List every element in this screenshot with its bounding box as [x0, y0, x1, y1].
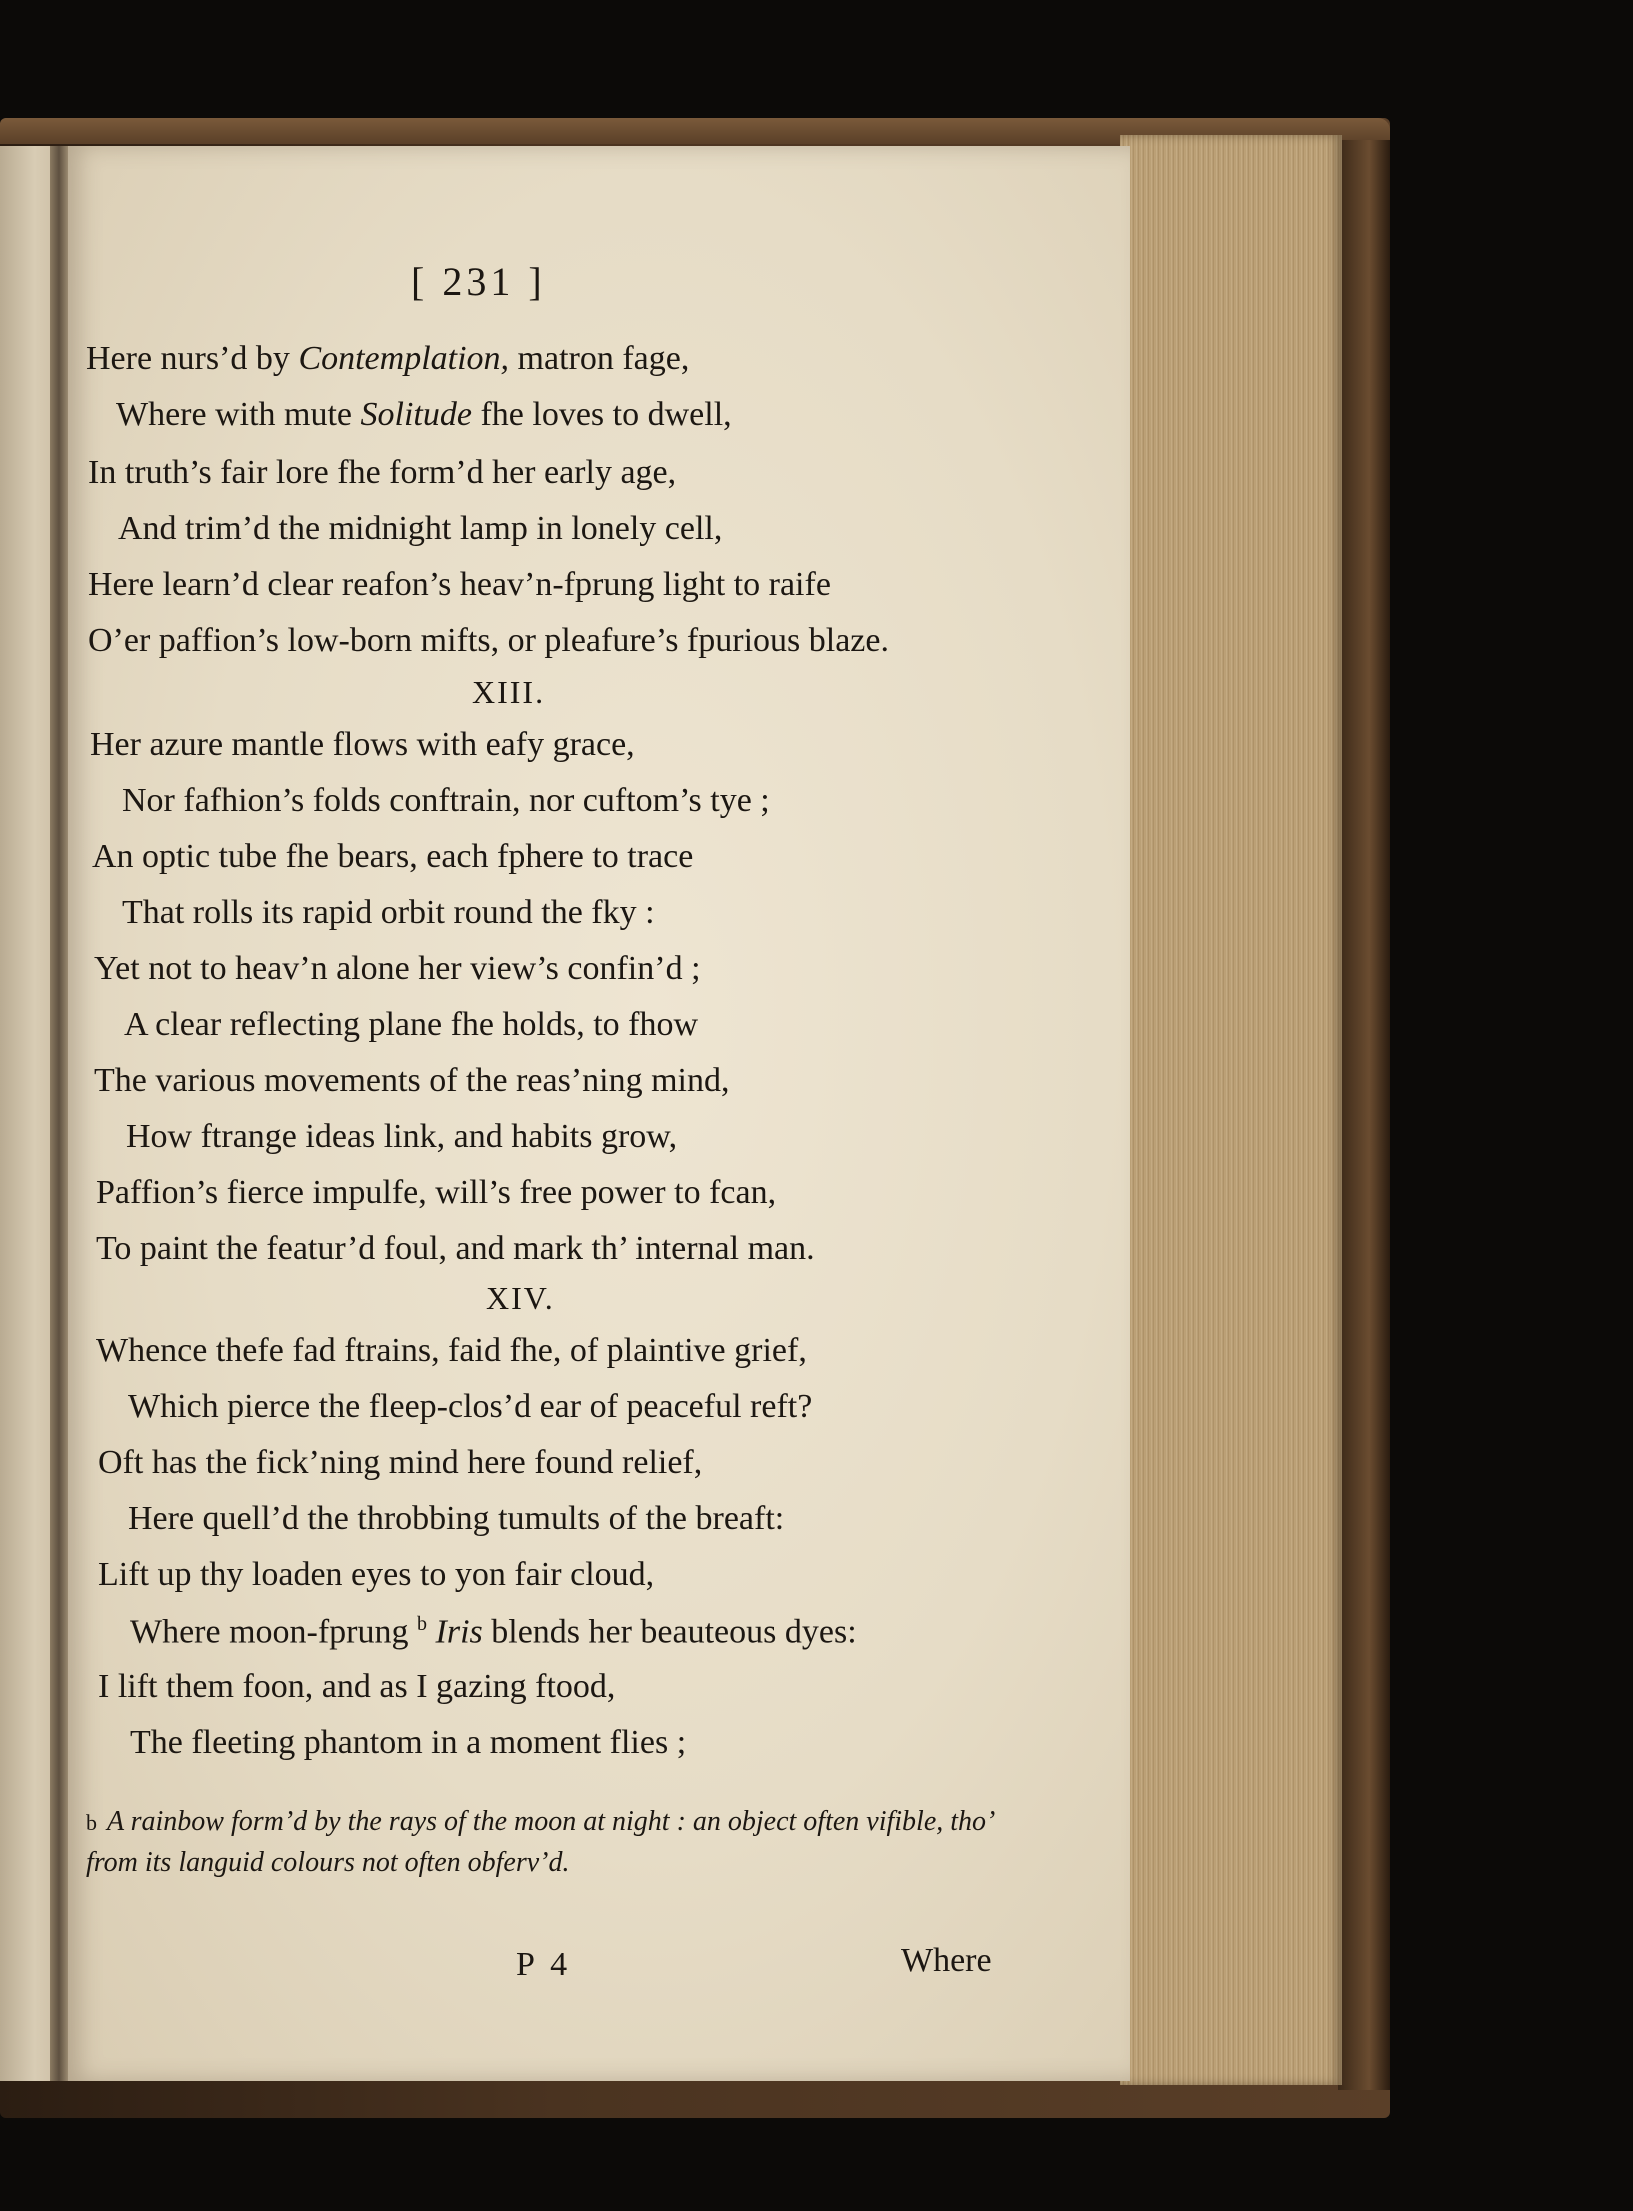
poem-line: Nor fafhion’s folds conftrain, nor cuftom’s tye ;: [122, 782, 770, 819]
poem-line: [130, 1614, 857, 1649]
line-text: Where moon-fprung: [130, 1613, 418, 1651]
page-fore-edges: [1120, 135, 1342, 2085]
poem-line: I lift them foon, and as I gazing ftood,: [98, 1668, 616, 1705]
poem-line: Which pierce the fleep-clos’d ear of peaceful reft?: [128, 1388, 813, 1425]
poem-line: The various movements of the reas’ning mind,: [94, 1062, 730, 1099]
poem-line: Paffion’s fierce impulfe, will’s free power to fcan,: [96, 1174, 777, 1211]
page-number: [ 231 ]: [411, 259, 546, 304]
book-page: [66, 146, 1130, 2081]
italic-name: Solitude: [360, 396, 472, 433]
poem-line: To paint the featur’d foul, and mark th’ internal man.: [96, 1230, 815, 1267]
poem-line: O’er paffion’s low-born mifts, or pleafure’s fpurious blaze.: [88, 622, 889, 659]
line-text: fhe loves to dwell,: [471, 396, 732, 433]
italic-name: Iris: [435, 1613, 483, 1651]
poem-line: The fleeting phantom in a moment flies ;: [130, 1724, 687, 1761]
footnote-mark: b: [86, 1810, 97, 1835]
poem-line: Here quell’d the throbbing tumults of the breaft:: [128, 1500, 785, 1537]
poem-line: An optic tube fhe bears, each fphere to trace: [92, 838, 694, 875]
catchword: Where: [901, 1942, 992, 1979]
footnote: [86, 1802, 1026, 1883]
poem-line: Whence thefe fad ftrains, faid fhe, of plaintive grief,: [96, 1332, 807, 1369]
footnote-reference: b: [417, 1613, 428, 1635]
line-text: matron fage,: [509, 340, 690, 377]
stanza-number: XIV.: [486, 1280, 555, 1316]
page-text: [66, 146, 1130, 2081]
poem-line: Oft has the fick’ning mind here found relief,: [98, 1444, 703, 1481]
poem-line: How ftrange ideas link, and habits grow,: [126, 1118, 678, 1155]
italic-name: Contemplation,: [298, 340, 510, 377]
poem-line: A clear reflecting plane fhe holds, to fhow: [124, 1006, 699, 1043]
poem-line: And trim’d the midnight lamp in lonely cell,: [118, 510, 723, 547]
cover-right-edge: [1338, 140, 1390, 2090]
poem-line: Lift up thy loaden eyes to yon fair cloud,: [98, 1556, 655, 1593]
poem-line: [86, 342, 689, 376]
poem-line: [116, 398, 732, 432]
poem-line: Her azure mantle flows with eafy grace,: [90, 726, 635, 763]
poem-line: Yet not to heav’n alone her view’s confin’d ;: [94, 950, 701, 987]
stanza-number: XIII.: [472, 674, 546, 710]
poem-line: In truth’s fair lore fhe form’d her early age,: [88, 454, 677, 491]
line-text: Here nurs’d by: [86, 340, 299, 377]
poem-line: Here learn’d clear reafon’s heav’n-fprung light to raife: [88, 566, 831, 603]
book-gutter: [50, 146, 68, 2081]
poem-line: That rolls its rapid orbit round the fky :: [122, 894, 655, 931]
footnote-text: A rainbow form’d by the rays of the moon at night : an object often vifible, tho’ from its languid colours not often obferv’d.: [86, 1806, 993, 1878]
signature-mark: P 4: [516, 1946, 572, 1983]
line-text: blends her beauteous dyes:: [482, 1613, 857, 1651]
line-text: Where with mute: [116, 396, 361, 433]
